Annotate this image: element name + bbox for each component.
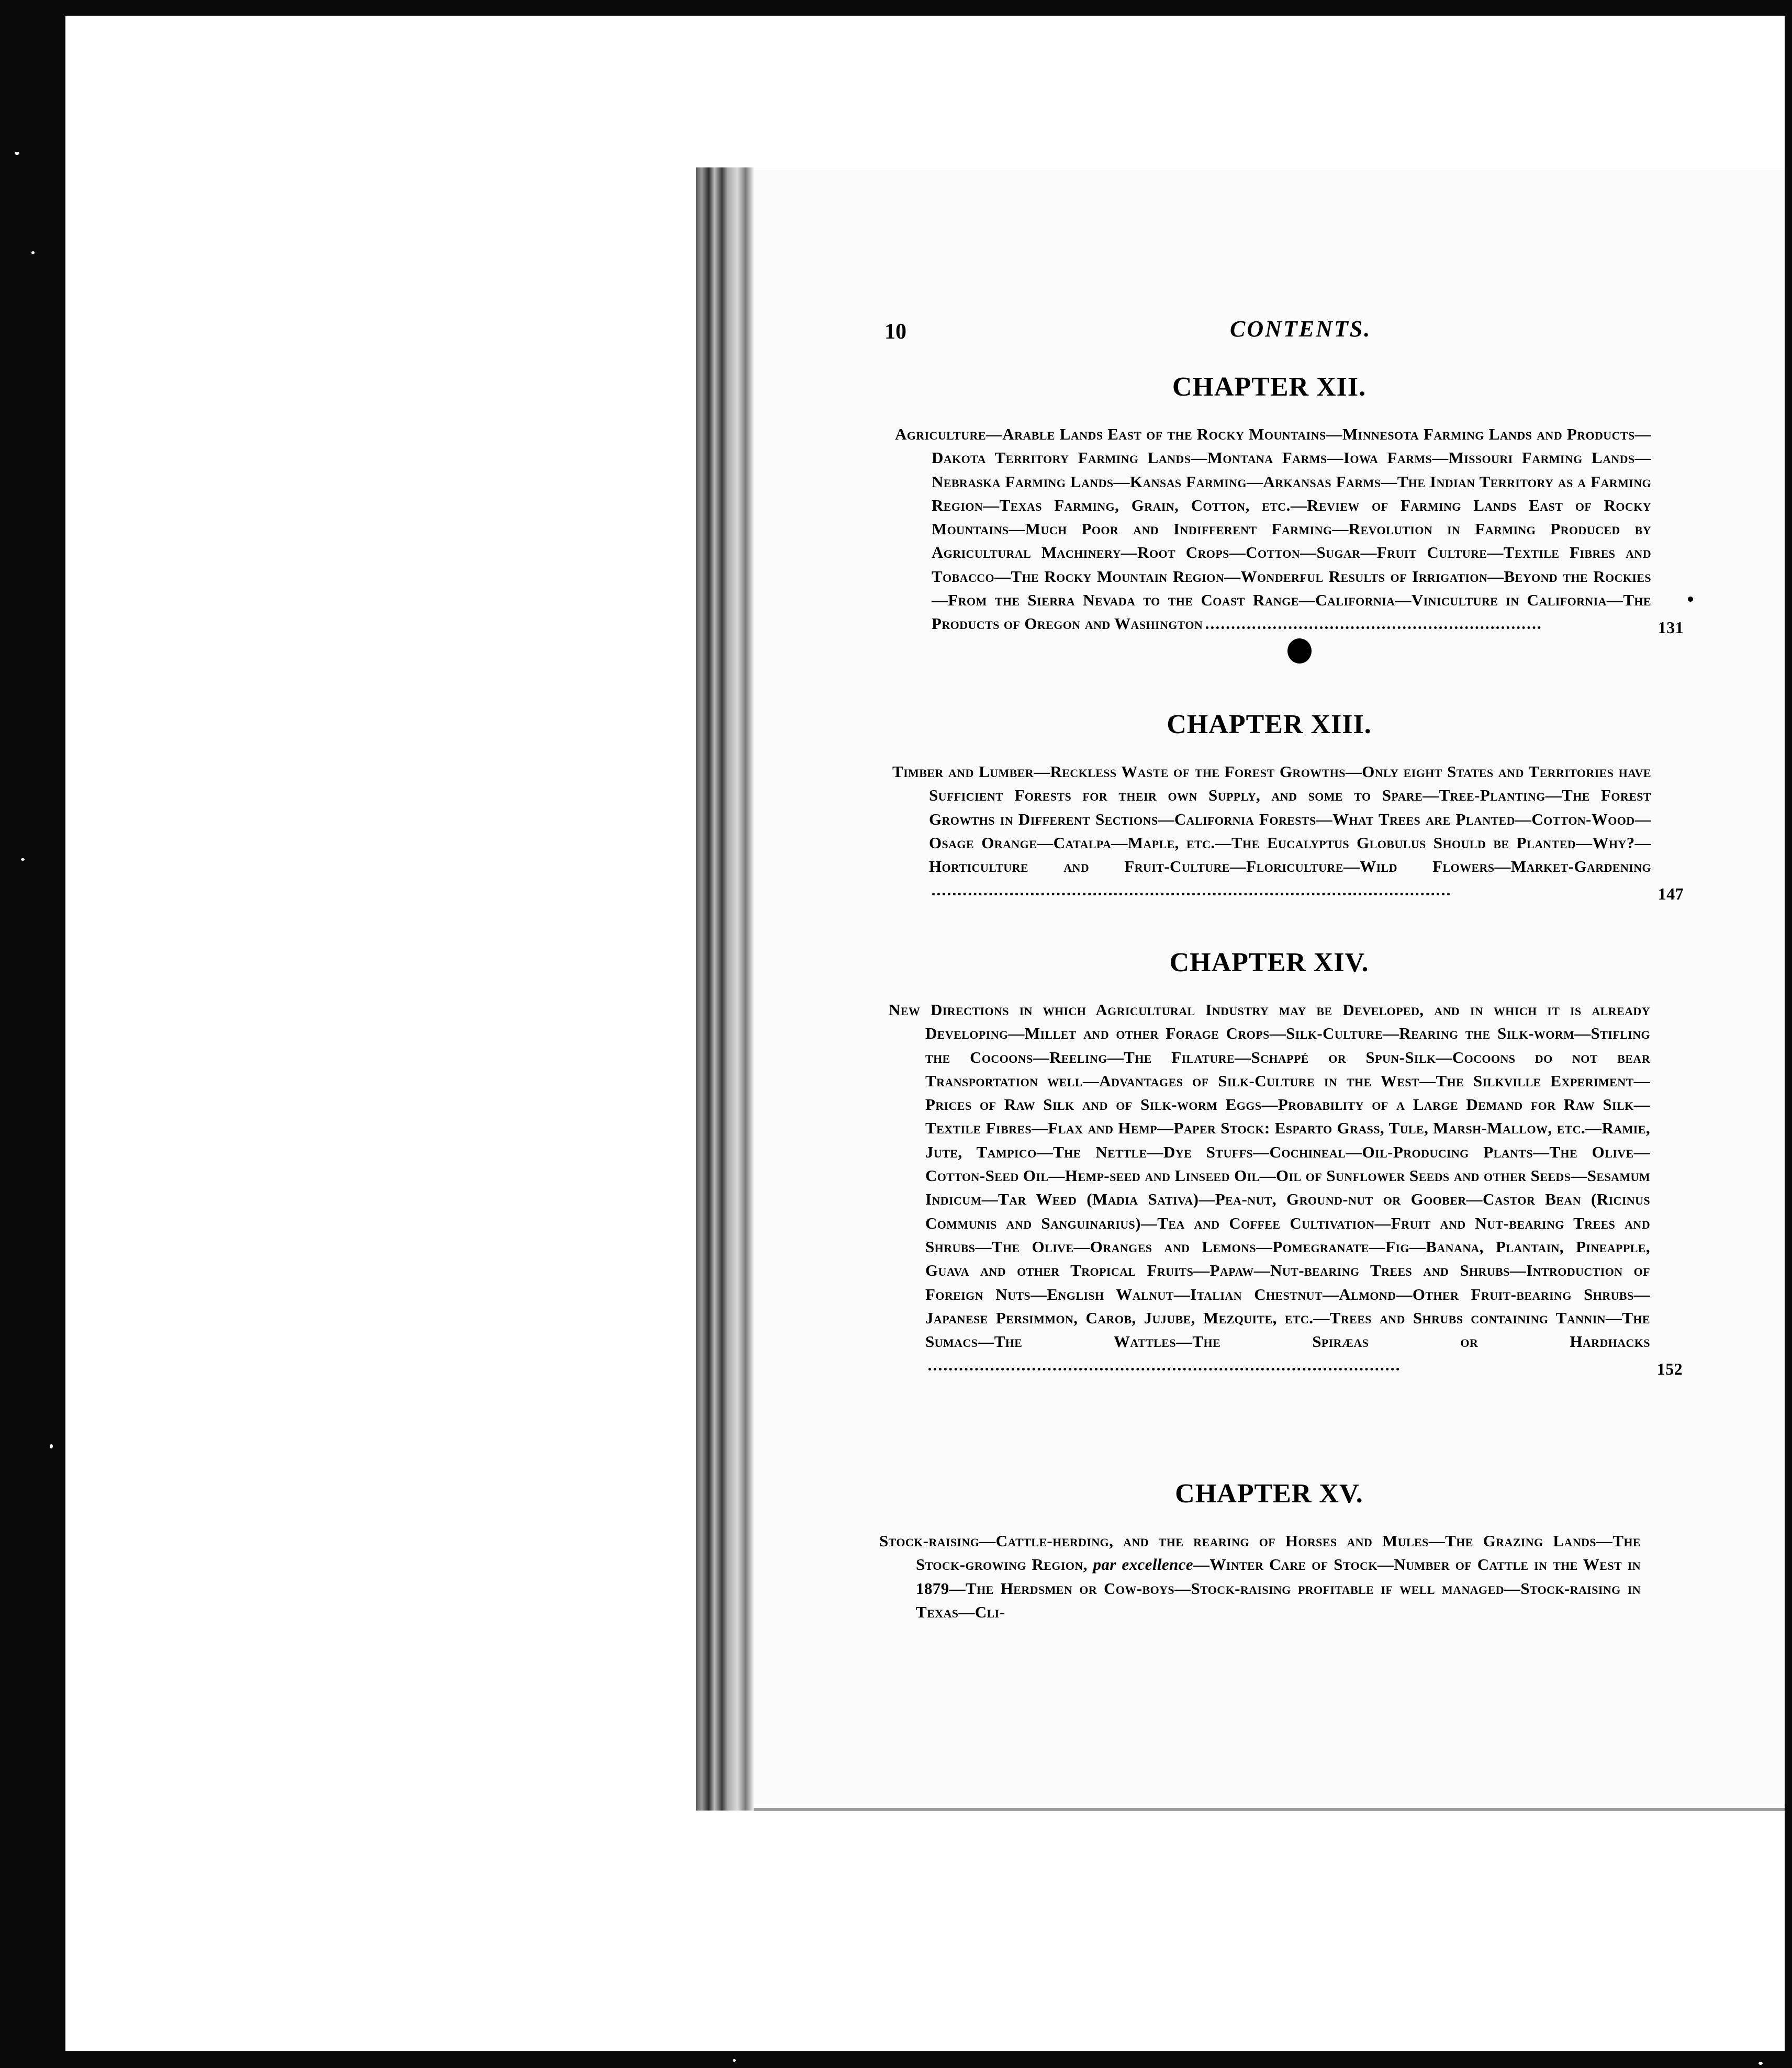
chapter-heading: CHAPTER XIV. (1169, 948, 1369, 977)
page-reference: 131 (1657, 618, 1684, 637)
dot-leader (1206, 622, 1541, 629)
book-page (754, 170, 1785, 1811)
chapter-heading: CHAPTER XIII. (1167, 710, 1372, 739)
scan-speck (1759, 2062, 1763, 2065)
scan-speck (733, 2059, 736, 2062)
chapter-xv-entry (754, 1478, 1785, 1624)
chapter-heading: CHAPTER XII. (1172, 372, 1367, 402)
chapter-summary (895, 422, 1684, 637)
page-reference: 147 (1657, 884, 1684, 904)
chapter-summary (889, 998, 1683, 1379)
chapter-summary-text: Agriculture—Arable Lands East of the Rocky Mountains—Minnesota Farming Lands and Products—Dakota Territory Farming Lands—Montana Farms—Iowa Farms—Missouri Farming Lands—Nebraska Farming Lands—Kansas Farming—Arkansas Farms—The Indian Territory as a Farming Region—Texas Farming, Grain, Cotton, etc.—Review of Farming Lands East of Rocky Mountains—Much Poor and Indifferent Farming—Revolution in Farming Produced by Agricultural Machinery—Root Crops—Cotton—Sugar—Fruit Culture—Textile Fibres and Tobacco—The Rocky Mountain Region—Wonderful Results of Irrigation—Beyond the Rockies—From the Sierra Nevada to the Coast Range—California—Viniculture in California—The Products of Oregon and Washington (895, 425, 1651, 633)
chapter-summary-text: —Winter Care of Stock—Number of Cattle in the West in 1879—The Herdsmen or Cow-boys—Stock-raising profitable if well managed—Stock-raising in Texas—Cli- (916, 1555, 1641, 1621)
chapter-summary-text: New Directions in which Agricultural Industry may be Developed, and in which it is already Developing—Millet and other Forage Crops—Silk-Culture—Rearing the Silk-worm—Stifling the Cocoons—Reeling—The Filature—Schappé or Spun-Silk—Cocoons do not bear Transportation well—Advantages of Silk-Culture in the West—The Silkville Experiment—Prices of Raw Silk and of Silk-worm Eggs—Probability of a Large Demand for Raw Silk—Textile Fibres—Flax and Hemp—Paper Stock: Esparto Grass, Tule, Marsh-Mallow, etc.—Ramie, Jute, Tampico—The Nettle—Dye Stuffs—Cochineal—Oil-Producing Plants—The Olive—Cotton-Seed Oil—Hemp-seed and Linseed Oil—Oil of Sunflower Seeds and other Seeds—Sesamum Indicum—Tar Weed (Madia Sativa)—Pea-nut, Ground-nut or Goober—Castor Bean (Ricinus Communis and Sanguinarius)—Tea and Coffee Cultivation—Fruit and Nut-bearing Trees and Shrubs—The Olive—Oranges and Lemons—Pomegranate—Fig—Banana, Plantain, Pineapple, Guava and other Tropical Fruits—Papaw—Nut-bearing Trees and Shrubs—Introduction of Foreign Nuts—English Walnut—Italian Chestnut—Almond—Other Fruit-bearing Shrubs—Japanese Persimmon, Carob, Jujube, Mezquite, etc.—Trees and Shrubs containing Tannin—The Sumacs—The Wattles—The Spiræas or Hardhacks (889, 1001, 1650, 1351)
chapter-summary (892, 760, 1684, 904)
dot-leader (932, 889, 1450, 895)
page-content (754, 170, 1785, 1808)
chapter-summary (879, 1529, 1641, 1624)
chapter-summary-text: Timber and Lumber—Reckless Waste of the Forest Growths—Only eight States and Territories have Sufficient Forests for their own Supply, and some to Spare—Tree-Planting—The Forest Growths in Different Sections—California Forests—What Trees are Planted—Cotton-Wood—Osage Orange—Catalpa—Maple, etc.—The Eucalyptus Globulus Should be Planted—Why?—Horticulture and Fruit-Culture—Floriculture—Wild Flowers—Market-Gardening (892, 762, 1651, 876)
page-number: 10 (884, 320, 906, 344)
scan-speck (31, 251, 35, 254)
chapter-xiv-entry (754, 947, 1785, 1377)
dot-leader (928, 1364, 1399, 1370)
scan-speck (15, 152, 19, 155)
scan-speck (21, 858, 25, 861)
running-head: CONTENTS. (1230, 316, 1372, 342)
ink-speck (1688, 597, 1693, 602)
ink-blot (1287, 638, 1312, 664)
chapter-heading: CHAPTER XV. (1175, 1479, 1363, 1509)
scan-speck (50, 1444, 53, 1448)
page-reference: 152 (1656, 1359, 1683, 1379)
italic-phrase: par excellence (1093, 1555, 1193, 1574)
chapter-xiii-entry (754, 709, 1785, 902)
book-spine-edge (696, 167, 754, 1811)
chapter-summary-text: Stock-raising—Cattle-herding, and the rearing of Horses and Mules—The Grazing Lands—The Stock-growing Region, (879, 1532, 1641, 1574)
chapter-xii-entry (754, 372, 1785, 636)
